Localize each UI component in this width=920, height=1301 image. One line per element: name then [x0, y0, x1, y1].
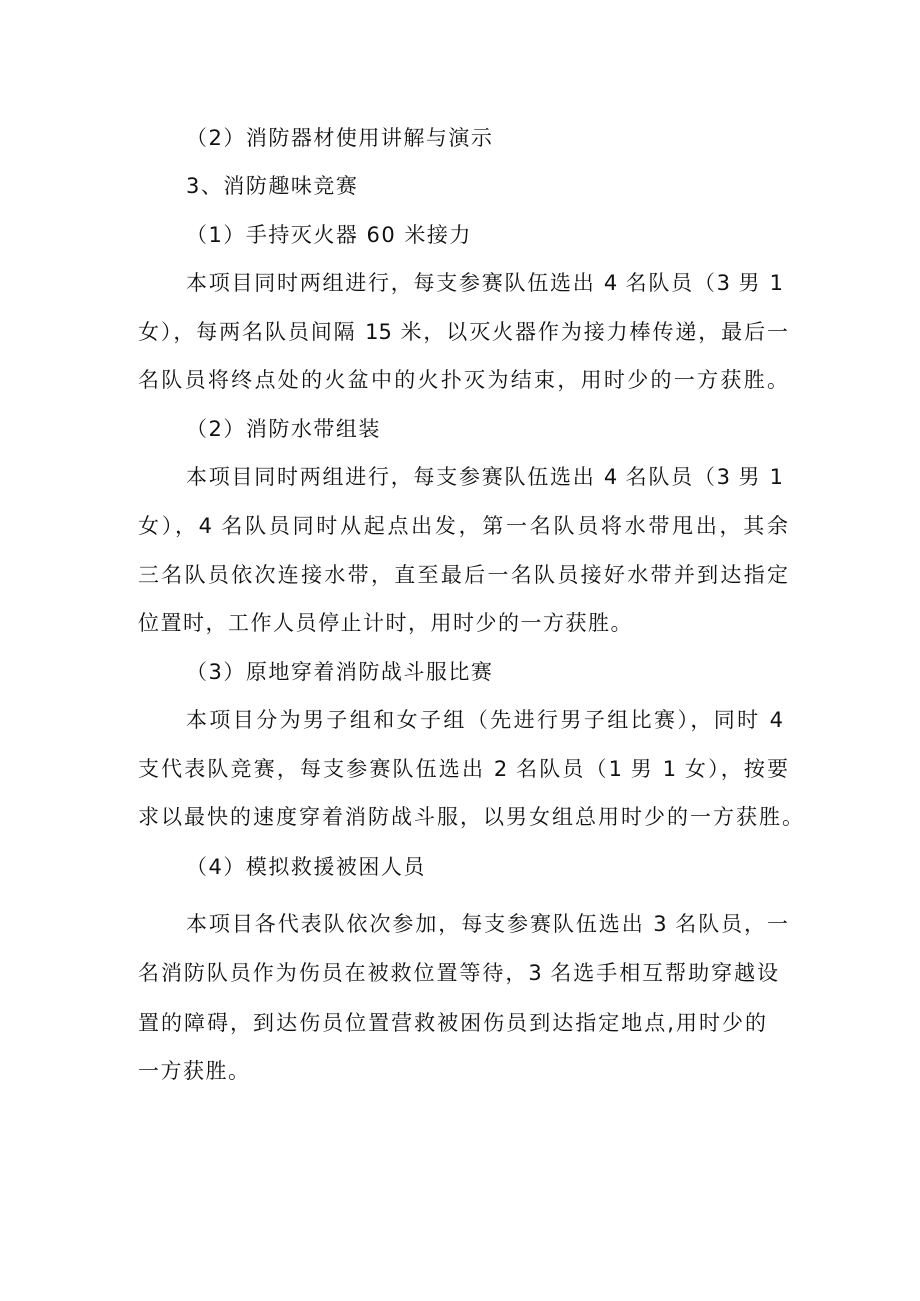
paragraph-line: 女），4 名队员同时从起点出发，第一名队员将水带甩出，其余	[138, 514, 788, 538]
paragraph-line: 本项目同时两组进行，每支参赛队伍选出 4 名队员（3 男 1	[186, 465, 783, 489]
subheading-suit-up-race: （3）原地穿着消防战斗服比赛	[186, 660, 494, 684]
paragraph-line: 位置时，工作人员停止计时，用时少的一方获胜。	[138, 611, 633, 635]
paragraph-line: 三名队员依次连接水带，直至最后一名队员接好水带并到达指定	[138, 563, 788, 587]
paragraph-line: 本项目分为男子组和女子组（先进行男子组比赛），同时 4	[186, 708, 783, 732]
subheading-hose-assembly: （2）消防水带组装	[186, 417, 381, 441]
subheading-equipment-demo: （2）消防器材使用讲解与演示	[186, 126, 494, 150]
subheading-extinguisher-relay: （1）手持灭火器 60 米接力	[186, 223, 472, 247]
paragraph-line: 女），每两名队员间隔 15 米，以灭火器作为接力棒传递，最后一	[138, 320, 788, 344]
paragraph-line: 名队员将终点处的火盆中的火扑灭为结束，用时少的一方获胜。	[138, 368, 788, 392]
subheading-rescue-simulation: （4）模拟救援被困人员	[186, 855, 426, 879]
paragraph-line: 求以最快的速度穿着消防战斗服，以男女组总用时少的一方获胜。	[138, 805, 803, 829]
paragraph-line: 名消防队员作为伤员在被救位置等待，3 名选手相互帮助穿越设	[138, 961, 778, 985]
paragraph-line: 一方获胜。	[138, 1059, 251, 1083]
section-heading-fun-competition: 3、消防趣味竞赛	[186, 174, 359, 198]
paragraph-line: 本项目同时两组进行，每支参赛队伍选出 4 名队员（3 男 1	[186, 271, 783, 295]
paragraph-line: 置的障碍，到达伤员位置营救被困伤员到达指定地点,用时少的	[138, 1011, 766, 1035]
paragraph-line: 支代表队竞赛，每支参赛队伍选出 2 名队员（1 男 1 女），按要	[138, 757, 788, 781]
paragraph-line: 本项目各代表队依次参加，每支参赛队伍选出 3 名队员，一	[186, 912, 788, 936]
